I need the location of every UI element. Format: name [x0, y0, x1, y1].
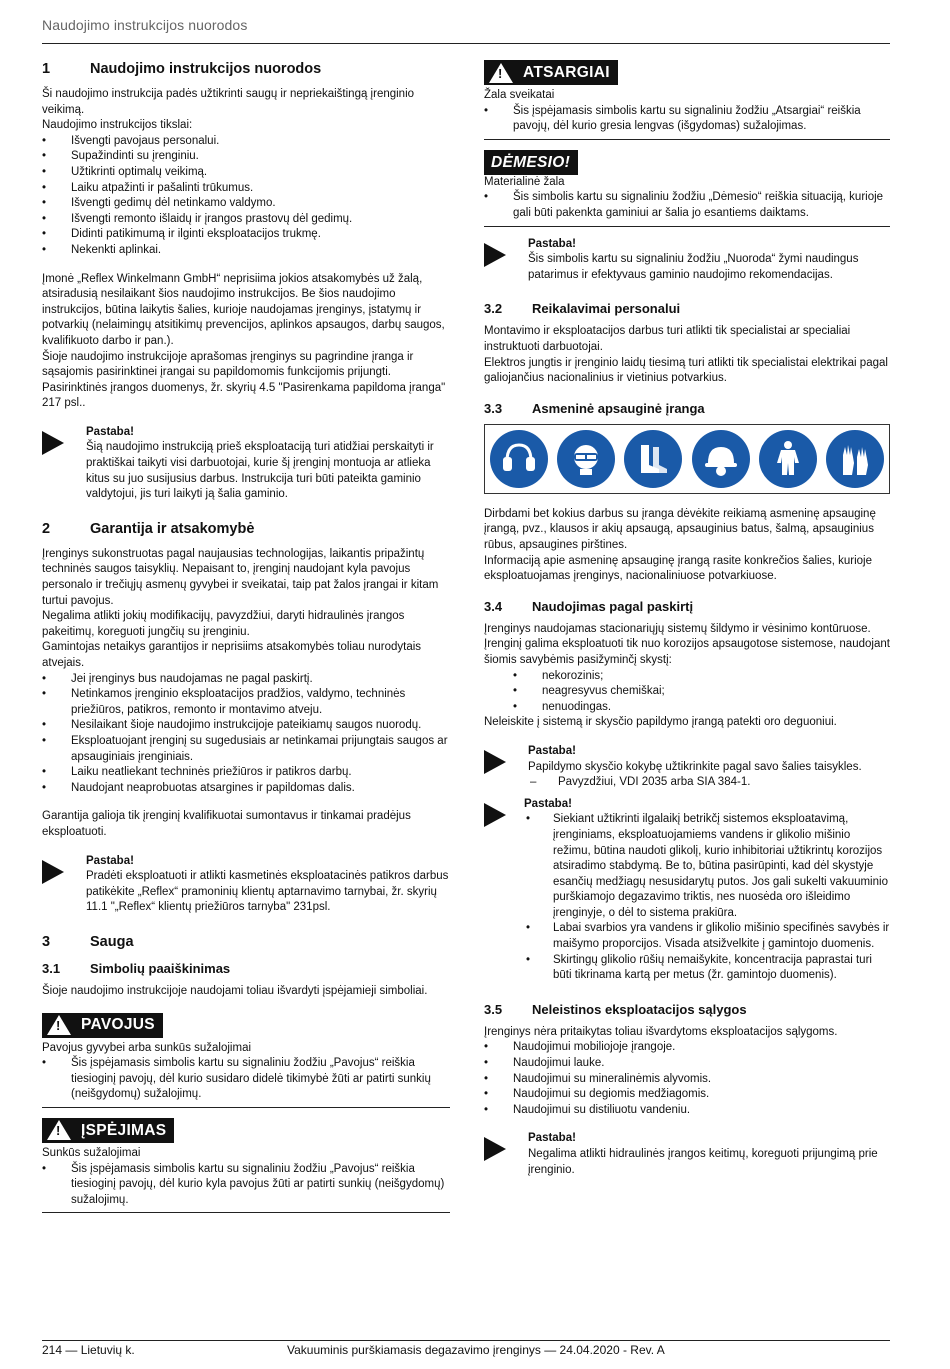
signal-subtitle: Žala sveikatai	[484, 89, 555, 102]
prohibited-conditions-list	[484, 1040, 890, 1118]
section-3-3-heading: 3.3 Asmeninė apsauginė įranga	[484, 400, 705, 416]
list-item: • Šis įspėjamasis simbolis kartu su signaliniu žodžiu „Pavojus“ reiškia tiesioginį pavojų, dėl kurio susidaro didelė tikimybė žūti ar patirti sunkių (neišgydomų) sužalojimų.	[42, 1056, 450, 1103]
note-arrow-icon	[484, 243, 506, 267]
paragraph: Įrenginys sukonstruotas pagal naujausias technologijas, laikantis pripažintų techninės saugos taisyklių. Nepaisant to, įrenginį naudojant kyla pavojus personalo ir trečiųjų asmenų gyvybei ir sveikatai, taip pat žalos įrangai ir kitam turtui pavojus.	[42, 547, 439, 607]
list-item: • Didinti patikimumą ir ilginti eksploatacijos trukmę.	[42, 227, 450, 243]
header-divider	[42, 43, 890, 44]
note-title: Pastaba!	[86, 425, 134, 438]
list-item: • Išvengti remonto išlaidų ir įrangos prastovų dėl gedimų.	[42, 212, 450, 228]
goals-list	[42, 134, 450, 259]
list-item: • Laiku atpažinti ir pašalinti trūkumus.	[42, 181, 450, 197]
protective-clothing-icon	[759, 430, 817, 488]
signal-subtitle: Sunkūs sužalojimai	[42, 1147, 141, 1160]
list-item: • Naudojimui lauke.	[484, 1056, 890, 1072]
note-arrow-icon	[42, 860, 64, 884]
note-block	[484, 744, 890, 791]
list-item: • Skirtingų glikolio rūšių nemaišykite, koncentracija paprastai turi būti tikrinama kartą per metus (žr. gamintojo duomenis).	[524, 953, 890, 984]
fluid-properties-list	[484, 669, 890, 716]
note-block	[42, 854, 450, 916]
header-title: Naudojimo instrukcijos nuorodos	[42, 17, 248, 33]
section-1-heading: 1 Naudojimo instrukcijos nuorodos	[42, 61, 322, 77]
note-title: Pastaba!	[528, 237, 576, 250]
notice-badge: DĖMESIO!	[484, 150, 578, 175]
list-item: • neagresyvus chemiškai;	[484, 684, 890, 700]
notice-block	[484, 150, 890, 227]
warning-block	[42, 1118, 450, 1213]
warning-triangle-icon: !	[47, 1015, 71, 1035]
list-item: • Naudojimui su mineralinėmis alyvomis.	[484, 1072, 890, 1088]
paragraph: Gamintojas netaikys garantijos ir neprisiims atsakomybės toliau nurodytais atvejais.	[42, 641, 422, 669]
caution-badge: ! ATSARGIAI	[484, 60, 618, 85]
list-item: • Naudojant neaprobuotas atsargines ir papildomas dalis.	[42, 781, 450, 797]
note-title: Pastaba!	[528, 744, 576, 757]
list-item: • Eksploatuojant įrenginį su sugedusiais ar netinkamai prijungtais saugos ar apsauginiais įrenginiais.	[42, 734, 450, 765]
note-block	[484, 237, 890, 284]
note-title: Pastaba!	[528, 1132, 576, 1145]
paragraph: Ši naudojimo instrukcija padės užtikrinti saugų ir nepriekaištingą įrenginio veikimą.	[42, 88, 415, 116]
section-3-5-heading: 3.5 Neleistinos eksploatacijos sąlygos	[484, 1001, 747, 1017]
eye-protection-icon	[557, 430, 615, 488]
signal-subtitle: Materialinė žala	[484, 175, 565, 188]
helmet-icon	[692, 430, 750, 488]
list-item: • Nesilaikant šioje naudojimo instrukcijoje pateikiamų saugos nuorodų.	[42, 718, 450, 734]
note-arrow-icon	[42, 431, 64, 455]
ppe-icons-row	[484, 424, 890, 494]
paragraph: Įrenginį galima eksploatuoti tik nuo korozijos apsaugotose sistemose, naudojant šiomis savybėmis pasižyminčį skystį:	[484, 638, 890, 666]
section-3-4-heading: 3.4 Naudojimas pagal paskirtį	[484, 598, 694, 614]
list-item: • Siekiant užtikrinti ilgalaikį betrikčį sistemos eksploatavimą, įrenginiams, eksploatuojamiems vandens ir glikolio mišinio režimu, būtina naudoti glikolį, kurio inhibitoriai užtikrintų korozijos atsiradimo stabdymą. Be to, būtina pasirūpinti, kad dėl skystyje esančių medžiagų nesusidarytų putos. Jos gali sukelti vakuuminio purškiamojo degazavimo triktis, nes nuosėda oro išleidimo įrenginyje, o dėl to sistema prakiūra.	[524, 812, 890, 921]
right-column	[484, 60, 890, 1182]
paragraph: Įrenginys naudojamas stacionariųjų sistemų šildymo ir vėsinimo kontūruose.	[484, 622, 871, 635]
paragraph: Pasirinktinės įrangos duomenys, žr. skyrių 4.5 "Pasirenkama papildoma įranga" 217 psl..	[42, 381, 446, 410]
list-item: – Pavyzdžiui, VDI 2035 arba SIA 384-1.	[528, 775, 890, 791]
danger-badge: ! PAVOJUS	[42, 1013, 163, 1038]
warning-triangle-icon: !	[47, 1120, 71, 1140]
note-text: Negalima atlikti hidraulinės įrangos keitimų, koreguoti prijungimą prie įrenginio.	[528, 1148, 878, 1176]
page-number: 214 — Lietuvių k.	[42, 1343, 135, 1357]
list-item: • Supažindinti su įrenginiu.	[42, 149, 450, 165]
paragraph: Garantija galioja tik įrenginį kvalifikuotai sumontavus ir tinkamai pradėjus eksploatuoti.	[42, 810, 411, 838]
note-block	[484, 797, 890, 984]
paragraph: Įrenginys nėra pritaikytas toliau išvardytoms eksploatacijos sąlygoms.	[484, 1025, 838, 1038]
section-3-1-heading: 3.1 Simbolių paaiškinimas	[42, 960, 231, 976]
list-item: • Šis įspėjamasis simbolis kartu su signaliniu žodžiu „Pavojus“ reiškia tiesioginį pavojų, dėl kurio kyla pavojus žūti ar patirti sunkių (neišgydomų) sužalojimų.	[42, 1162, 450, 1209]
footer-document-title: Vakuuminis purškiamasis degazavimo įrenginys — 24.04.2020 - Rev. A	[287, 1343, 665, 1357]
paragraph: Informaciją apie asmeninę apsauginę įrangą rasite konkrečios šalies, kurioje eksploatuojamas įrenginys, nacionaliniuose potvarkiuose.	[484, 554, 873, 583]
note-arrow-icon	[484, 750, 506, 774]
paragraph: Šioje naudojimo instrukcijoje aprašomas įrenginys su pagrindine įranga ir sąsajomis pasirinktinei įrangai su papildomomis funkcijomis prijungti.	[42, 350, 414, 379]
list-item: • Netinkamos įrenginio eksploatacijos pradžios, valdymo, techninės priežiūros, patikros, remonto ir montavimo atveju.	[42, 687, 450, 718]
warning-badge: ! ĮSPĖJIMAS	[42, 1118, 174, 1143]
list-item: • Šis simbolis kartu su signaliniu žodžiu „Dėmesio“ reiškia situaciją, kurioje gali būti pakenkta gaminiui ar šalia jo esantiems daiktams.	[484, 190, 890, 221]
note-arrow-icon	[484, 803, 506, 827]
list-item: • Nekenkti aplinkai.	[42, 243, 450, 259]
paragraph: Neleiskite į sistemą ir skysčio papildymo įrangą patekti oro deguoniui.	[484, 716, 837, 729]
list-item: • Labai svarbios yra vandens ir glikolio mišinio specifinės savybės ir maišymo proporcijos. Visada atsižvelkite į gamintojo duomenis.	[524, 921, 890, 952]
list-item: • Išvengti pavojaus personalui.	[42, 134, 450, 150]
note-block	[42, 425, 450, 503]
list-item: • Išvengti gedimų dėl netinkamo valdymo.	[42, 196, 450, 212]
note-arrow-icon	[484, 1137, 506, 1161]
list-item: • nenuodingas.	[484, 700, 890, 716]
note-text: Pradėti eksploatuoti ir atlikti kasmetinės eksploatacinės patikros darbus patikėkite „Reflex“ pramoninių klientų aptarnavimo tarnybai, žr. skyrių 11.1 "„Reflex“ klientų priežiūros tarnyba" 231psl.	[86, 870, 449, 914]
list-item: • Laiku neatliekant techninės priežiūros ir patikros darbų.	[42, 765, 450, 781]
note-title: Pastaba!	[86, 854, 134, 867]
ear-protection-icon	[490, 430, 548, 488]
note-block	[484, 1131, 890, 1178]
list-item: • Naudojimui su degiomis medžiagomis.	[484, 1087, 890, 1103]
footer-divider	[42, 1340, 890, 1341]
paragraph: Dirbdami bet kokius darbus su įranga dėvėkite reikiamą asmeninę apsauginę įrangą, pvz., klausos ir akių apsaugą, apsauginius batus, šalmą, apsauginius rūbus, apsaugines pirštines.	[484, 507, 876, 551]
list-item: • Užtikrinti optimalų veikimą.	[42, 165, 450, 181]
section-3-heading: 3 Sauga	[42, 933, 134, 950]
safety-boots-icon	[624, 430, 682, 488]
paragraph: Naudojimo instrukcijos tikslai:	[42, 119, 193, 132]
list-item: • Šis įspėjamasis simbolis kartu su signaliniu žodžiu „Atsargiai“ reiškia pavojų, dėl kurio gresia lengvas (išgydomas) sužalojimas.	[484, 104, 890, 135]
paragraph: Montavimo ir eksploatacijos darbus turi atlikti tik specialistai ar specialiai instruktuoti darbuotojai.	[484, 325, 851, 354]
note-text: Šis simbolis kartu su signaliniu žodžiu „Nuoroda“ žymi naudingus patarimus ir efektyvaus gaminio naudojimo rekomendacijas.	[528, 253, 859, 281]
list-item: • nekorozinis;	[484, 669, 890, 685]
list-item: • Naudojimui mobiliojoje įrangoje.	[484, 1040, 890, 1056]
warning-triangle-icon: !	[489, 63, 513, 83]
caution-block	[484, 60, 890, 140]
list-item: • Naudojimui su distiliuotu vandeniu.	[484, 1103, 890, 1119]
note-text: Papildymo skysčio kokybę užtikrinkite pagal savo šalies taisykles.	[528, 760, 862, 773]
paragraph: Įmonė „Reflex Winkelmann GmbH“ neprisiima jokios atsakomybės už žalą, atsiradusią nesilaikant šios naudojimo instrukcijos. Be šios naudojimo instrukcijos, būtina laikytis šalies, kurioje naudojamas įrenginys, įstatymų ir potvarkių (nelaimingų atsitikimų prevencijos, aplinkos apsaugos, darbų saugos, kvalifikuoto darbo ir pan.).	[42, 272, 445, 347]
glycol-notes-list	[524, 812, 890, 984]
liability-cases-list	[42, 672, 450, 797]
paragraph: Elektros jungtis ir įrenginio laidų tiesimą turi atlikti tik specialistai elektrikai pagal galiojančius nacionalinius ir vietinius potvarkius.	[484, 356, 888, 385]
paragraph: Šioje naudojimo instrukcijoje naudojami toliau išvardyti įspėjamieji simboliai.	[42, 984, 428, 997]
section-3-2-heading: 3.2 Reikalavimai personalui	[484, 301, 681, 317]
section-2-heading: 2 Garantija ir atsakomybė	[42, 520, 255, 537]
note-title: Pastaba!	[524, 797, 572, 810]
list-item: • Jei įrenginys bus naudojamas ne pagal paskirtį.	[42, 672, 450, 688]
gloves-icon	[826, 430, 884, 488]
danger-block	[42, 1013, 450, 1108]
note-text: Šią naudojimo instrukciją prieš eksploataciją turi atidžiai perskaityti ir praktiškai taikyti visi darbuotojai, kurie šį įrenginį montuoja ar atlieka kitus su juo susijusius darbus. Instrukcija turi būti pateikta gaminio valdytojui, jis turi laikyti ją šalia gaminio.	[86, 441, 434, 501]
left-column	[42, 60, 450, 1223]
signal-subtitle: Pavojus gyvybei arba sunkūs sužalojimai	[42, 1041, 252, 1054]
paragraph: Negalima atlikti jokių modifikacijų, pavyzdžiui, daryti hidraulinės įrangos pakeitimų, koreguoti jungčių su įrenginiu.	[42, 610, 405, 638]
